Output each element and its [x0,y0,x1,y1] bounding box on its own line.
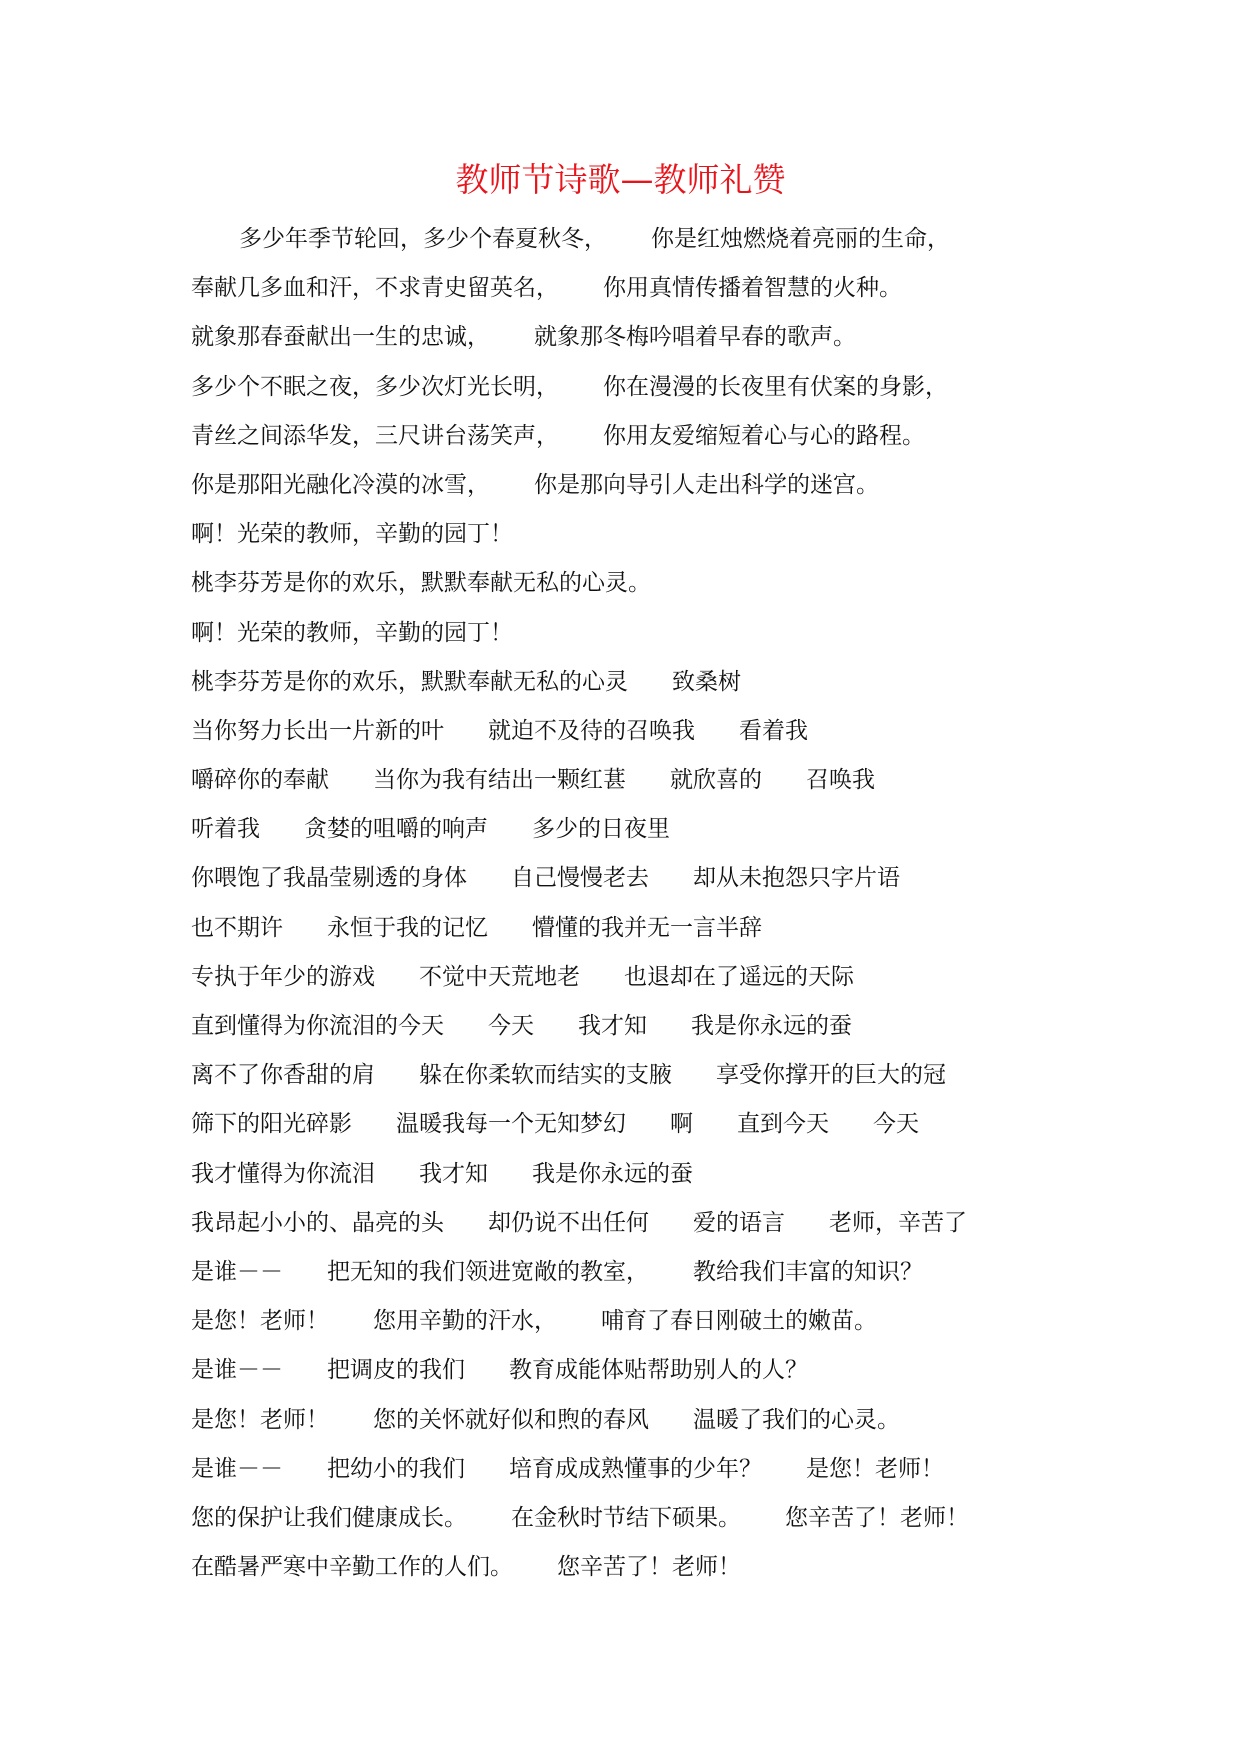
poem-line-segment: 多少年季节轮回，多少个春夏秋冬， [239,226,607,252]
poem-line [191,559,1071,608]
poem-line [191,756,1071,805]
poem-line-segment: 您辛苦了！老师！ [785,1504,969,1531]
poem-line [191,1002,1071,1051]
poem-line-segment: 在金秋时节结下硕果。 [511,1504,741,1531]
poem-line-segment: 我昂起小小的、晶亮的头 [191,1209,444,1236]
poem-line-segment: 教育成能体贴帮助别人的人？ [509,1357,808,1384]
poem-line [191,1346,1071,1395]
poem-line-segment: 您的保护让我们健康成长。 [191,1504,467,1531]
poem-line [191,854,1071,903]
poem-line-segment: 离不了你香甜的肩 [191,1062,375,1089]
poem-line-segment: 也不期许 [191,914,283,941]
poem-line-segment: 却从未抱怨只字片语 [693,865,900,892]
poem-line [191,510,1071,559]
poem-line-segment: 你是那阳光融化冷漠的冰雪， [191,471,490,498]
poem-line-segment: 致桑树 [672,668,741,695]
poem-line-segment: 就迫不及待的召唤我 [488,717,695,744]
poem-line-segment: 听着我 [191,816,260,843]
poem-line-segment: 老师，辛苦了 [829,1209,967,1236]
poem-line [191,609,1071,658]
poem-line [191,1150,1071,1199]
poem-line-segment: 直到懂得为你流泪的今天 [191,1013,444,1039]
poem-line-segment: 是谁－－ [191,1357,283,1384]
poem-line-segment: 我才知 [419,1160,488,1187]
poem-line-segment: 是谁－－ [191,1455,283,1482]
poem-line-segment: 今天 [873,1111,919,1138]
poem-line-segment: 把幼小的我们 [327,1455,465,1482]
poem-line-segment: 今天 [488,1013,534,1039]
poem-line-segment: 当你为我有结出一颗红葚 [373,767,626,794]
poem-line [191,1494,1071,1543]
poem-line-segment: 多少个不眠之夜，多少次灯光长明， [191,373,559,400]
poem-line-segment: 您的关怀就好似和煦的春风 [373,1406,649,1433]
poem-line [191,1543,1071,1592]
poem-line-segment: 当你努力长出一片新的叶 [191,717,444,744]
poem-line [191,1248,1071,1297]
poem-line [191,707,1071,756]
poem-line [191,1100,1071,1149]
poem-line-segment: 不觉中天荒地老 [419,963,580,990]
poem-line-segment: 就象那春蚕献出一生的忠诚， [191,324,490,351]
poem-line-segment: 青丝之间添华发，三尺讲台荡笑声， [191,422,559,449]
poem-line-segment: 温暖我每一个无知梦幻 [396,1111,626,1138]
poem-line-segment: 啊 [670,1111,693,1138]
poem-line-segment: 把无知的我们领进宽敞的教室， [327,1258,649,1285]
poem-line-segment: 你在漫漫的长夜里有伏案的身影， [603,373,948,400]
poem-line [191,1445,1071,1494]
poem-line [191,313,1071,362]
poem-line-segment: 嚼碎你的奉献 [191,767,329,794]
poem-line [191,953,1071,1002]
poem-line-segment: 筛下的阳光碎影 [191,1111,352,1138]
poem-body [191,215,1071,1592]
poem-line-segment: 是谁－－ [191,1258,283,1285]
poem-line-segment: 直到今天 [737,1111,829,1138]
poem-line-segment: 也退却在了遥远的天际 [624,963,854,990]
poem-line [191,412,1071,461]
poem-line [191,805,1071,854]
poem-line-segment: 却仍说不出任何 [488,1209,649,1236]
page-title: 教师节诗歌—教师礼赞 [455,160,786,199]
poem-line-segment: 躲在你柔软而结实的支腋 [419,1062,672,1089]
poem-line [191,1396,1071,1445]
poem-line [191,264,1071,313]
poem-line-segment: 我才懂得为你流泪 [191,1160,375,1187]
poem-line-segment: 自己慢慢老去 [511,865,649,892]
poem-line-segment: 你是红烛燃烧着亮丽的生命， [651,226,950,252]
poem-line-segment: 专执于年少的游戏 [191,963,375,990]
poem-line-segment: 啊！光荣的教师，辛勤的园丁！ [191,521,513,548]
poem-line [191,1297,1071,1346]
poem-line-segment: 是您！老师！ [806,1455,944,1482]
poem-line-segment: 多少的日夜里 [532,816,670,843]
poem-line-segment: 我是你永远的蚕 [532,1160,693,1187]
poem-line-segment: 你是那向导引人走出科学的迷宫。 [534,471,879,498]
poem-line-segment: 桃李芬芳是你的欢乐，默默奉献无私的心灵 [191,668,628,695]
poem-line [191,658,1071,707]
poem-line-segment: 懵懂的我并无一言半辞 [532,914,762,941]
poem-line-segment: 召唤我 [806,767,875,794]
poem-line [191,1199,1071,1248]
poem-line-segment: 哺育了春日刚破土的嫩苗。 [601,1308,877,1335]
poem-line-segment: 培育成成熟懂事的少年？ [509,1455,762,1482]
poem-line [191,904,1071,953]
poem-line-segment: 把调皮的我们 [327,1357,465,1384]
poem-line-segment: 你喂饱了我晶莹剔透的身体 [191,865,467,892]
poem-line-segment: 是您！老师！ [191,1308,329,1335]
poem-line-segment: 享受你撑开的巨大的冠 [716,1062,946,1089]
poem-line-segment: 温暖了我们的心灵。 [693,1406,900,1433]
poem-line-segment: 桃李芬芳是你的欢乐，默默奉献无私的心灵。 [191,570,651,597]
poem-line-segment: 在酷暑严寒中辛勤工作的人们。 [191,1554,513,1581]
poem-line-segment: 您用辛勤的汗水， [373,1308,557,1335]
poem-line-segment: 贪婪的咀嚼的响声 [304,816,488,843]
poem-line [191,215,1071,264]
poem-line-segment: 永恒于我的记忆 [327,914,488,941]
poem-line-segment: 是您！老师！ [191,1406,329,1433]
poem-line-segment: 教给我们丰富的知识？ [693,1258,923,1285]
poem-line-segment: 我才知 [578,1013,647,1039]
poem-line-segment: 您辛苦了！老师！ [557,1554,741,1581]
poem-line-segment: 就欣喜的 [670,767,762,794]
poem-line [191,363,1071,412]
poem-line-segment: 你用友爱缩短着心与心的路程。 [603,422,925,449]
poem-line-segment: 就象那冬梅吟唱着早春的歌声。 [534,324,856,351]
poem-line-segment: 奉献几多血和汗，不求青史留英名， [191,275,559,302]
poem-line-segment: 啊！光荣的教师，辛勤的园丁！ [191,619,513,646]
poem-line-segment: 我是你永远的蚕 [691,1013,852,1039]
poem-line-segment: 爱的语言 [693,1209,785,1236]
poem-line [191,1051,1071,1100]
poem-line [191,461,1071,510]
poem-line-segment: 你用真情传播着智慧的火种。 [603,275,902,302]
poem-line-segment: 看着我 [739,717,808,744]
